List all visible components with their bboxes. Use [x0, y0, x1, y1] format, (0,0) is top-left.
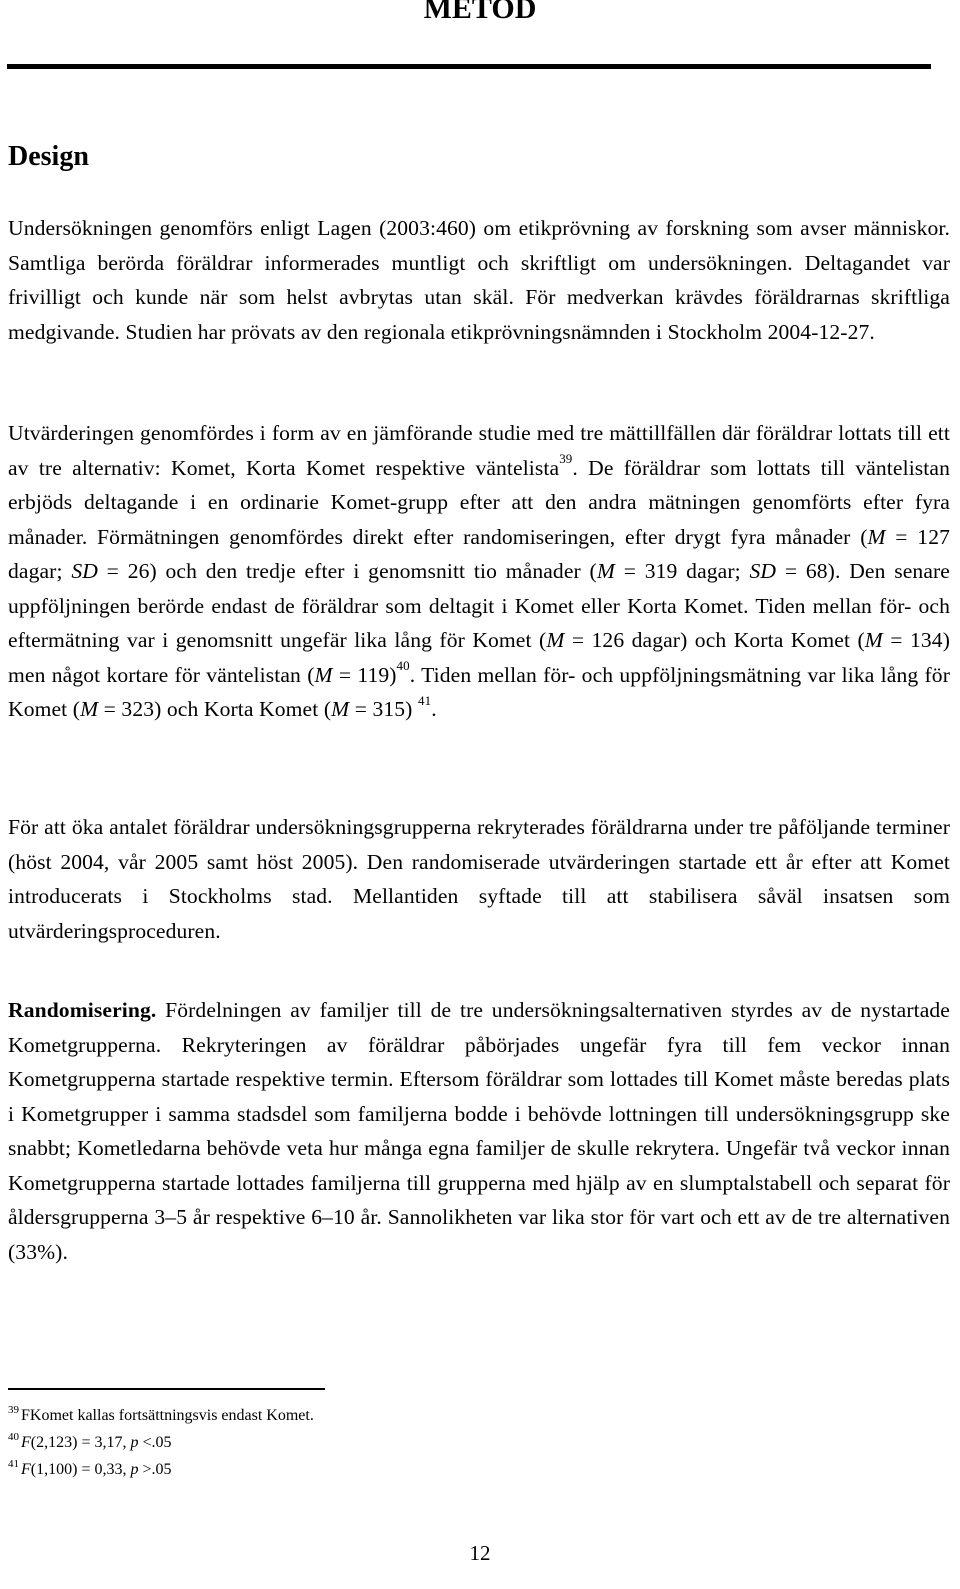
footnote-number: 39 [8, 1403, 19, 1416]
paragraph-recruitment: För att öka antalet föräldrar undersökningsgrupperna rekryterades föräldrarna under tre påföljande terminer (höst 2004, vår 2005 samt höst 2005). Den randomiserade utvärderingen startade ett år efter att Komet introducerats i Stockholms stad. Mellantiden syftade till att stabilisera såväl insatsen som utvärderingsproceduren. [8, 815, 950, 943]
stat-symbol: M [546, 628, 565, 652]
footnote-41 [8, 1456, 608, 1483]
stat-symbol: F [21, 1434, 31, 1451]
footnote-number: 40 [8, 1430, 19, 1443]
text: = 68). Den senare uppföljningen berörde endast de föräldrar som deltagit i Komet eller Korta Komet. Tiden mellan för- och eftermätning var i genomsnitt ungefär lika lång för Komet ( [8, 559, 950, 652]
header-rule [7, 64, 931, 69]
stat-symbol: F [21, 1461, 31, 1478]
stat-symbol: M [331, 697, 350, 721]
footnote-40 [8, 1429, 608, 1456]
text: = 319 dagar; [614, 559, 750, 583]
paragraph-ethics: Undersökningen genomförs enligt Lagen (2003:460) om etikprövning av forskning som avser människor. Samtliga berörda föräldrar informerades muntligt och skriftligt om undersökningen. Deltagandet var frivilligt och kunde när som helst avbrytas utan skäl. För medverkan krävdes föräldrarnas skriftliga medgivande. Studien har prövats av den regionala etikprövningsnämnden i Stockholm 2004-12-27. [8, 216, 950, 344]
footnote-ref-40: 40 [396, 658, 410, 674]
stat-symbol: M [80, 697, 99, 721]
stat-symbol: p [130, 1434, 139, 1451]
stat-symbol: SD [749, 559, 777, 583]
footnote-text: FKomet kallas fortsättningsvis endast Komet. [21, 1407, 314, 1424]
text: = 323) och Korta Komet ( [98, 697, 332, 721]
footnote-39 [8, 1402, 608, 1429]
text: . [431, 697, 437, 721]
text: Utvärderingen genomfördes i form av en jämförande studie med tre mättillfällen där föräldrar lottats till ett av tre alternativ: Komet, Korta Komet respektive väntelista [8, 421, 950, 480]
footnote-ref-39: 39 [559, 451, 573, 467]
section-heading: Design [8, 141, 89, 172]
text: = 119) [332, 662, 397, 687]
footnote-text: (2,123) = 3,17, [30, 1434, 131, 1451]
text: = 127 dagar; [8, 524, 950, 583]
stat-symbol: M [867, 524, 886, 549]
stat-symbol: M [596, 559, 615, 583]
text: = 315) [349, 697, 413, 721]
stat-symbol: SD [71, 559, 98, 583]
footnote-number: 41 [8, 1457, 19, 1470]
paragraph-randomization [8, 993, 950, 1269]
stat-symbol: M [314, 662, 333, 687]
footnote-separator [8, 1388, 325, 1390]
text: = 126 dagar) och Korta Komet ( [564, 628, 865, 652]
stat-symbol: p [130, 1461, 139, 1478]
footnotes [8, 1402, 608, 1483]
page-number: 12 [469, 1541, 491, 1565]
footnote-text: <.05 [138, 1434, 172, 1451]
text: . Tiden mellan för- och uppföljningsmätning var lika lång för Komet ( [8, 662, 950, 721]
footnote-ref-41: 41 [417, 692, 432, 708]
text: = 134) men något kortare för väntelistan ( [8, 628, 950, 687]
text: . De föräldrar som lottats till väntelistan erbjöds deltagande i en ordinarie Komet-grupp efter att den andra mätningen genomförts efter fyra månader. Förmätningen genomfördes direkt efter randomiseringen, efter drygt fyra månader ( [8, 455, 950, 549]
text: = 26) och den tredje efter i genomsnitt tio månader ( [97, 559, 597, 583]
text: Fördelningen av familjer till de tre undersökningsalternativen styrdes av de nystartade Kometgrupperna. Rekryteringen av föräldrar påbörjades ungefär fyra till fem veckor innan Kometgrupperna startade respektive termin. Eftersom föräldrar som lottades till Komet måste beredas plats i Kometgrupper i samma stadsdel som familjerna bodde i behövde lottningen till undersökningsgrupp ske snabbt; Kometledarna behövde veta hur många egna familjer de skulle rekrytera. Ungefär två veckor innan Kometgrupperna startade lottades familjerna till grupperna med hjälp av en slumptalstabell och separat för åldersgrupperna 3–5 år respektive 6–10 år. Sannolikheten var lika stor för vart och ett av de tre alternativen (33%). [8, 998, 950, 1264]
stat-symbol: M [864, 628, 883, 652]
paragraph-study-design [8, 416, 950, 727]
chapter-title: METOD [423, 0, 537, 25]
footnote-text: >.05 [138, 1461, 172, 1478]
run-in-heading: Randomisering. [8, 998, 157, 1022]
footnote-text: (1,100) = 0,33, [30, 1461, 131, 1478]
